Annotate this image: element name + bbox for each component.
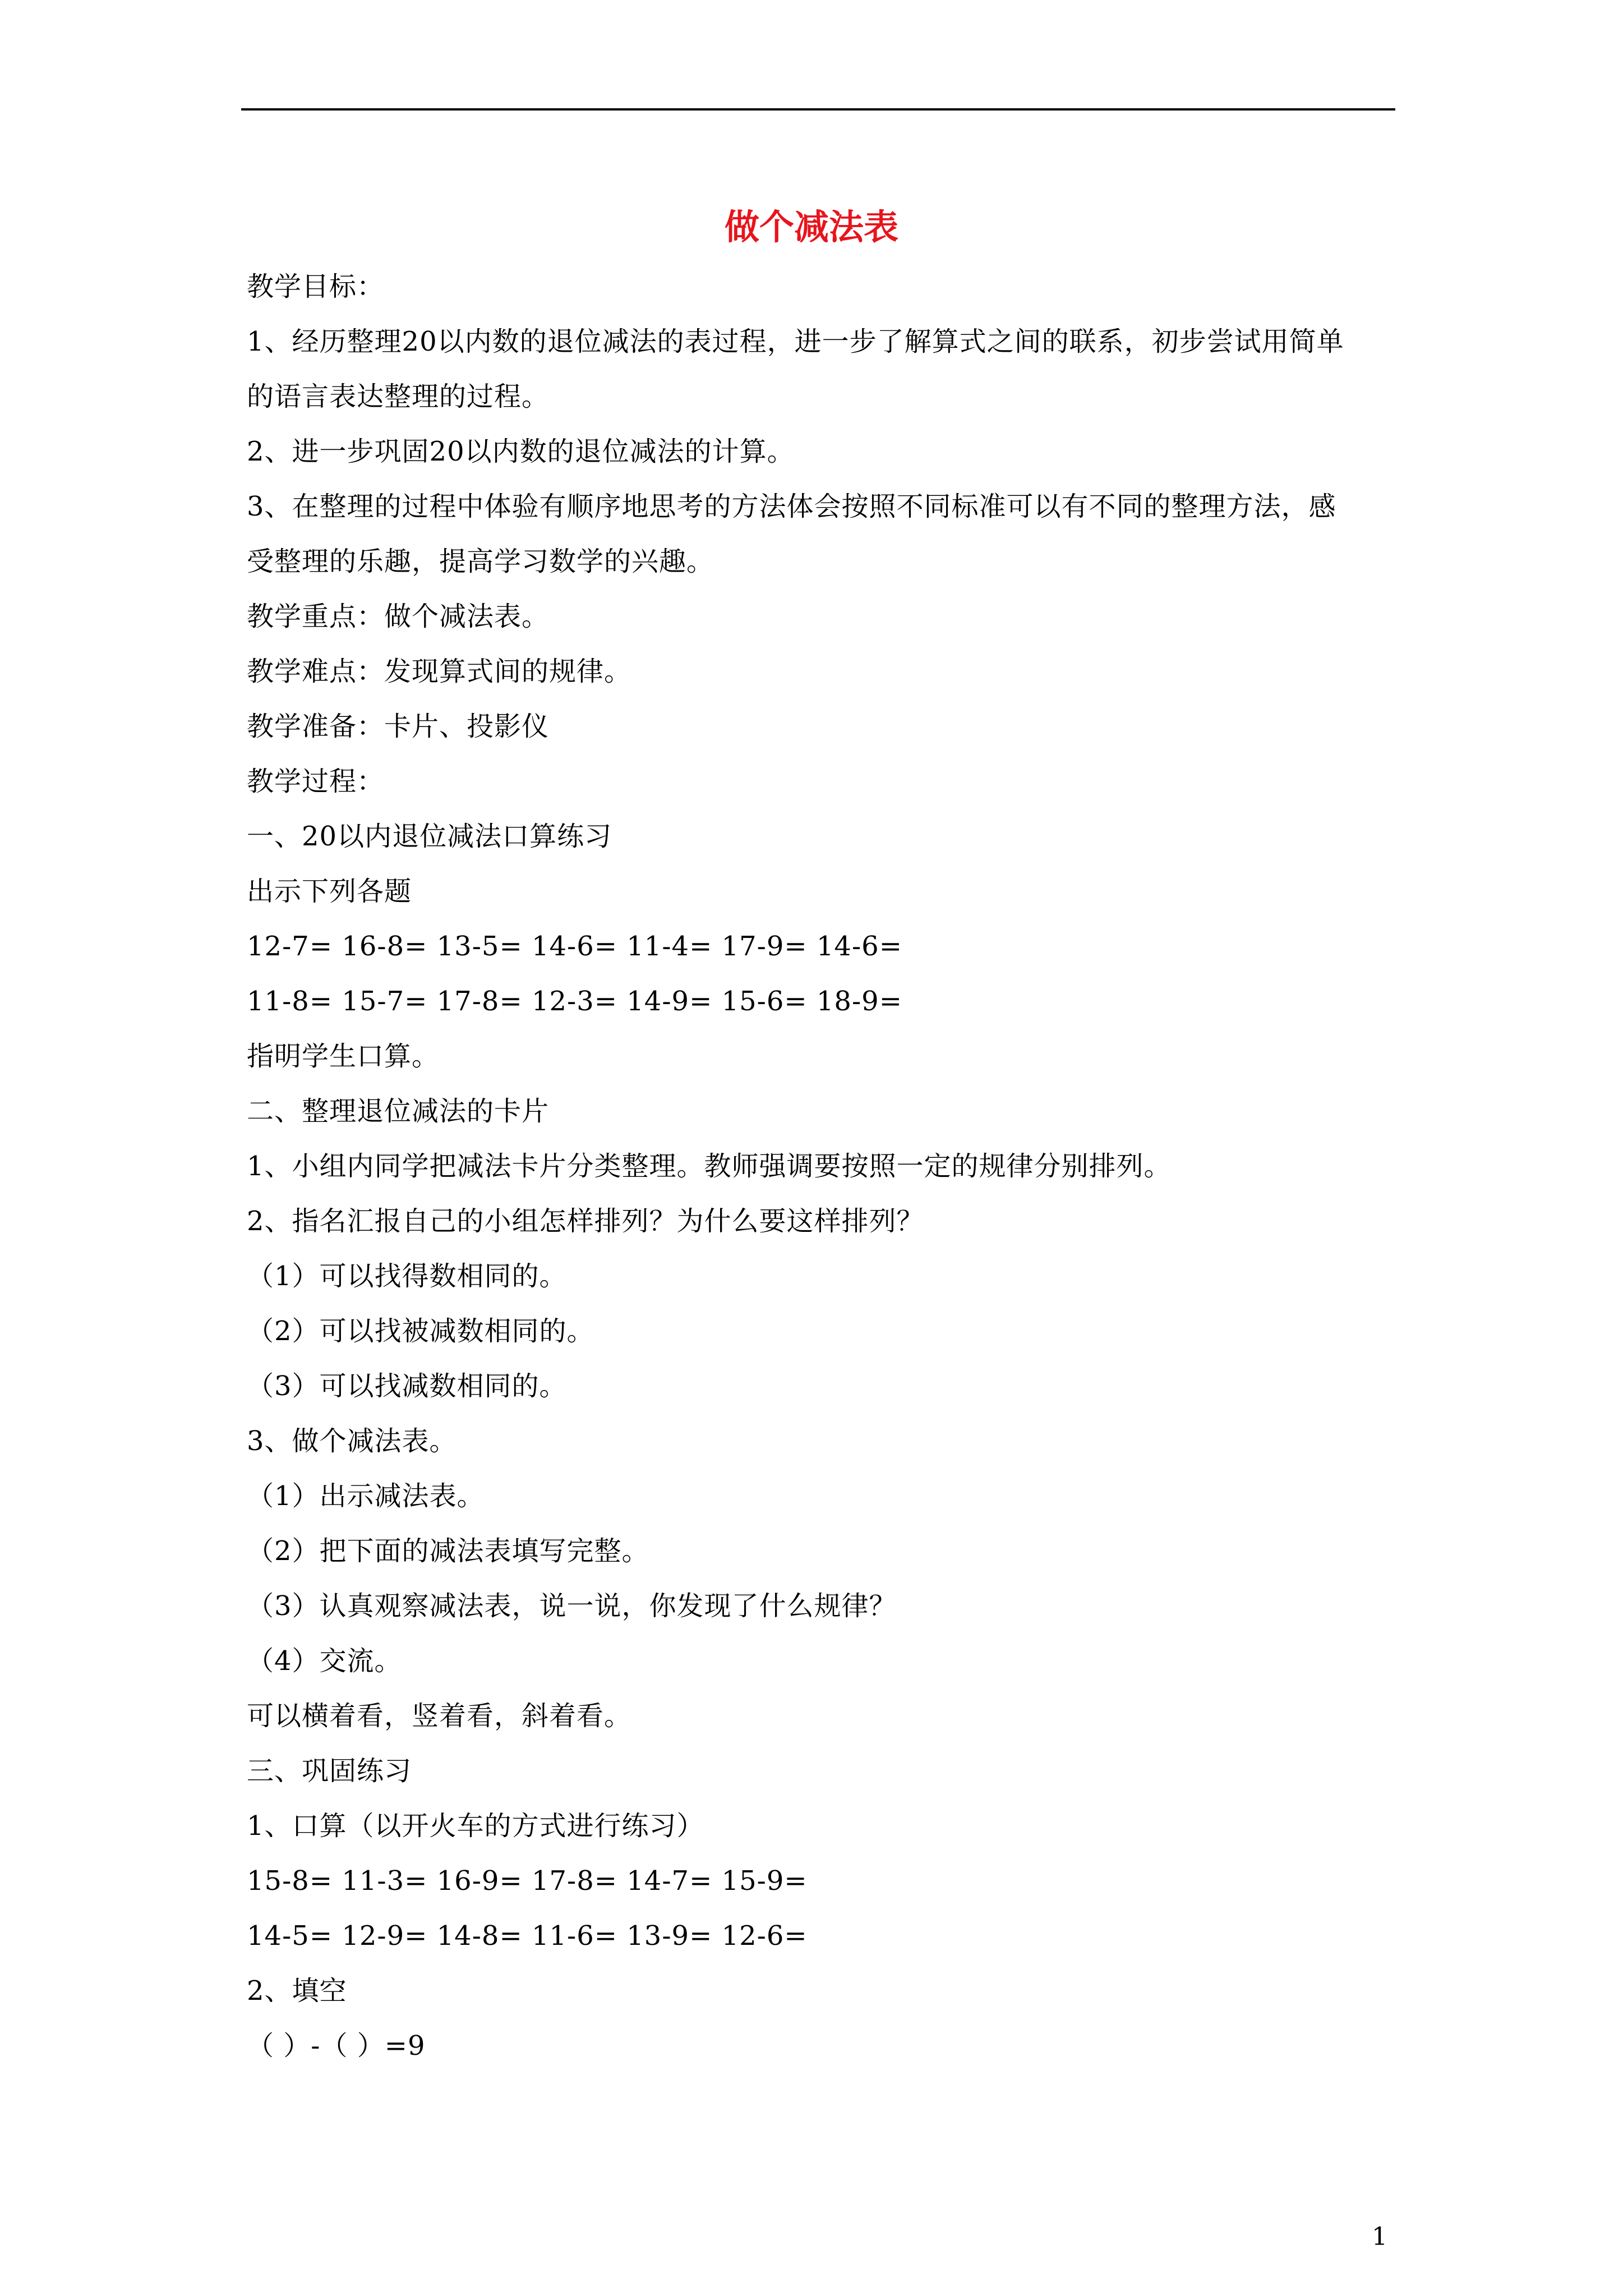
text-line: 教学准备：卡片、投影仪 — [247, 711, 550, 742]
text-line: 1、小组内同学把减法卡片分类整理。教师强调要按照一定的规律分别排列。 — [247, 1151, 1172, 1182]
text-line: （1）出示减法表。 — [247, 1480, 485, 1512]
text-line: 14-5= 12-9= 14-8= 11-6= 13-9= 12-6= — [247, 1920, 808, 1952]
header-rule — [241, 108, 1395, 111]
text-line: 教学重点：做个减法表。 — [247, 601, 550, 632]
text-line: 2、填空 — [247, 1975, 347, 2007]
text-line: 12-7= 16-8= 13-5= 14-6= 11-4= 17-9= 14-6= — [247, 931, 902, 962]
text-line: 受整理的乐趣，提高学习数学的兴趣。 — [247, 546, 714, 577]
text-line: 的语言表达整理的过程。 — [247, 381, 550, 412]
text-line: （2）可以找被减数相同的。 — [247, 1315, 594, 1347]
text-line: 11-8= 15-7= 17-8= 12-3= 14-9= 15-6= 18-9= — [247, 986, 902, 1017]
text-line: 15-8= 11-3= 16-9= 17-8= 14-7= 15-9= — [247, 1865, 808, 1897]
text-line: 教学目标： — [247, 271, 385, 302]
page-number: 1 — [1372, 2223, 1387, 2251]
text-line: （3）可以找减数相同的。 — [247, 1370, 567, 1402]
document-title: 做个减法表 — [724, 206, 898, 247]
text-line: （4）交流。 — [247, 1645, 402, 1677]
document-body — [247, 259, 1391, 2073]
text-line: （1）可以找得数相同的。 — [247, 1260, 567, 1292]
text-line: （2）把下面的减法表填写完整。 — [247, 1535, 649, 1567]
text-line: （3）认真观察减法表，说一说，你发现了什么规律？ — [247, 1590, 897, 1622]
text-line: 三、巩固练习 — [247, 1755, 412, 1787]
text-line: 一、20以内退位减法口算练习 — [247, 821, 612, 852]
text-line: 教学难点：发现算式间的规律。 — [247, 656, 632, 687]
text-line: 指明学生口算。 — [247, 1041, 440, 1072]
text-line: 2、指名汇报自己的小组怎样排列？为什么要这样排列？ — [247, 1205, 924, 1237]
text-line: 3、在整理的过程中体验有顺序地思考的方法体会按照不同标准可以有不同的整理方法，感 — [247, 491, 1336, 522]
text-line: 1、口算（以开火车的方式进行练习） — [247, 1810, 704, 1842]
text-line: 二、整理退位减法的卡片 — [247, 1096, 550, 1127]
text-line: 可以横着看，竖着看，斜着看。 — [247, 1700, 632, 1732]
text-line: （ ）-（ ）=9 — [247, 2030, 426, 2062]
text-line: 教学过程： — [247, 766, 385, 797]
text-line: 3、做个减法表。 — [247, 1425, 457, 1457]
text-line: 1、经历整理20以内数的退位减法的表过程，进一步了解算式之间的联系，初步尝试用简单 — [247, 326, 1344, 357]
text-line: 出示下列各题 — [247, 876, 412, 907]
text-line: 2、进一步巩固20以内数的退位减法的计算。 — [247, 436, 795, 467]
